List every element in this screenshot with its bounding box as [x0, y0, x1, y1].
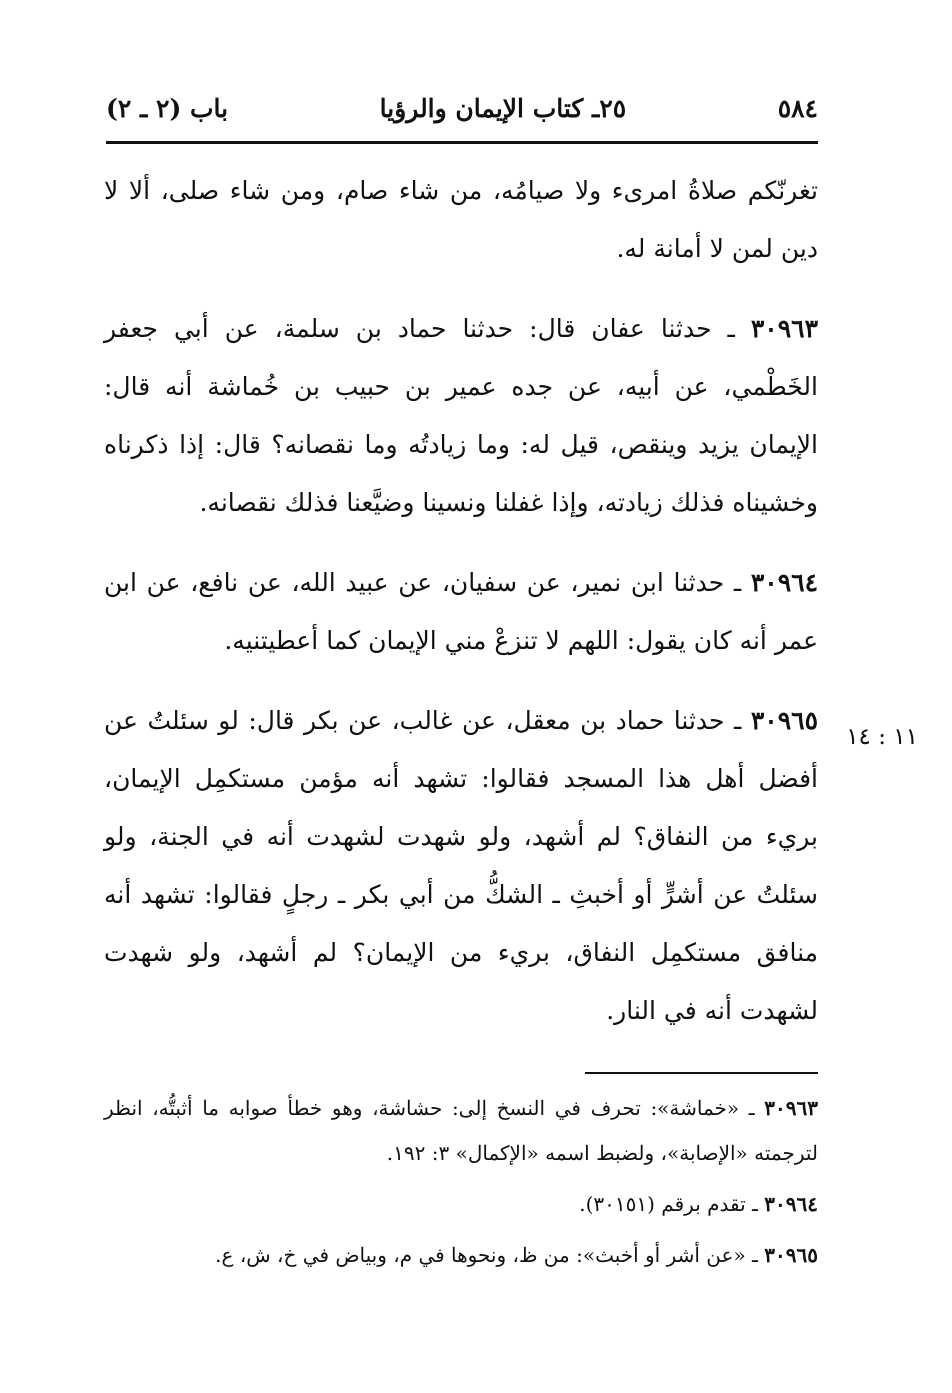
chapter-label: باب (٢ ـ ٢) — [106, 93, 229, 123]
footnote-rule — [585, 1072, 818, 1074]
footnote-number: ٣٠٩٦٥ — [764, 1243, 818, 1267]
footnote — [104, 1233, 818, 1278]
footnote-number: ٣٠٩٦٣ — [764, 1096, 818, 1120]
footnote — [104, 1086, 818, 1176]
footnote-text: ـ «عن أشر أو أخبث»: من ظ، ونحوها في م، وبياض في خ، ش، ع. — [215, 1243, 765, 1267]
header-rule — [106, 141, 818, 144]
hadith-paragraph — [104, 554, 818, 670]
hadith-paragraph — [104, 692, 818, 1040]
footnote-number: ٣٠٩٦٤ — [764, 1192, 818, 1216]
footnote-text: ـ تقدم برقم (٣٠١٥١). — [579, 1192, 765, 1216]
hadith-paragraph — [104, 300, 818, 532]
footnote-text: ـ «خماشة»: تحرف في النسخ إلى: حشاشة، وهو خطأ صوابه ما أثبتُّه، انظر لترجمته «الإصابة»، ولضبط اسمه «الإكمال» ٣: ١٩٢. — [104, 1096, 818, 1165]
page-header — [106, 88, 818, 128]
hadith-text: ـ حدثنا عفان قال: حدثنا حماد بن سلمة، عن أبي جعفر الخَطْمي، عن أبيه، عن جده عمير بن حبيب بن خُماشة أنه قال: الإيمان يزيد وينقص، قيل له: وما زيادتُه وما نقصانه؟ قال: إذا ذكرناه وخشيناه فذلك زيادته، وإذا غفلنا ونسينا وضيَّعنا فذلك نقصانه. — [104, 314, 818, 517]
margin-reference: ١١ : ١٤ — [846, 724, 918, 750]
page-number: ٥٨٤ — [777, 93, 818, 123]
hadith-number: ٣٠٩٦٤ — [750, 568, 818, 597]
book-title: ٢٥ـ كتاب الإيمان والرؤيا — [379, 93, 627, 123]
hadith-text: ـ حدثنا ابن نمير، عن سفيان، عن عبيد الله، عن نافع، عن ابن عمر أنه كان يقول: اللهم لا تنزعْ مني الإيمان كما أعطيتنيه. — [104, 568, 818, 655]
hadith-text: ـ حدثنا حماد بن معقل، عن غالب، عن بكر قال: لو سئلتُ عن أفضل أهل هذا المسجد فقالوا: تشهد أنه مؤمن مستكمِل الإيمان، بريء من النفاق؟ لم أشهد، ولو شهدت لشهدت أنه في الجنة، ولو سئلتُ عن أشرٍّ أو أخبثِ ـ الشكُّ من أبي بكر ـ رجلٍ فقالوا: تشهد أنه منافق مستكمِل النفاق، بريء من الإيمان؟ لم أشهد، ولو شهدت لشهدت أنه في النار. — [104, 706, 819, 1025]
footnote — [104, 1182, 818, 1227]
hadith-number: ٣٠٩٦٥ — [750, 706, 818, 735]
paragraph-continuation — [104, 162, 818, 278]
main-text — [104, 162, 818, 1040]
hadith-number: ٣٠٩٦٣ — [750, 314, 818, 343]
footnotes — [104, 1086, 818, 1278]
paragraph-text: تغرنّكم صلاةُ امرىء ولا صيامُه، من شاء صام، ومن شاء صلى، ألا لا دين لمن لا أمانة له. — [104, 176, 818, 263]
